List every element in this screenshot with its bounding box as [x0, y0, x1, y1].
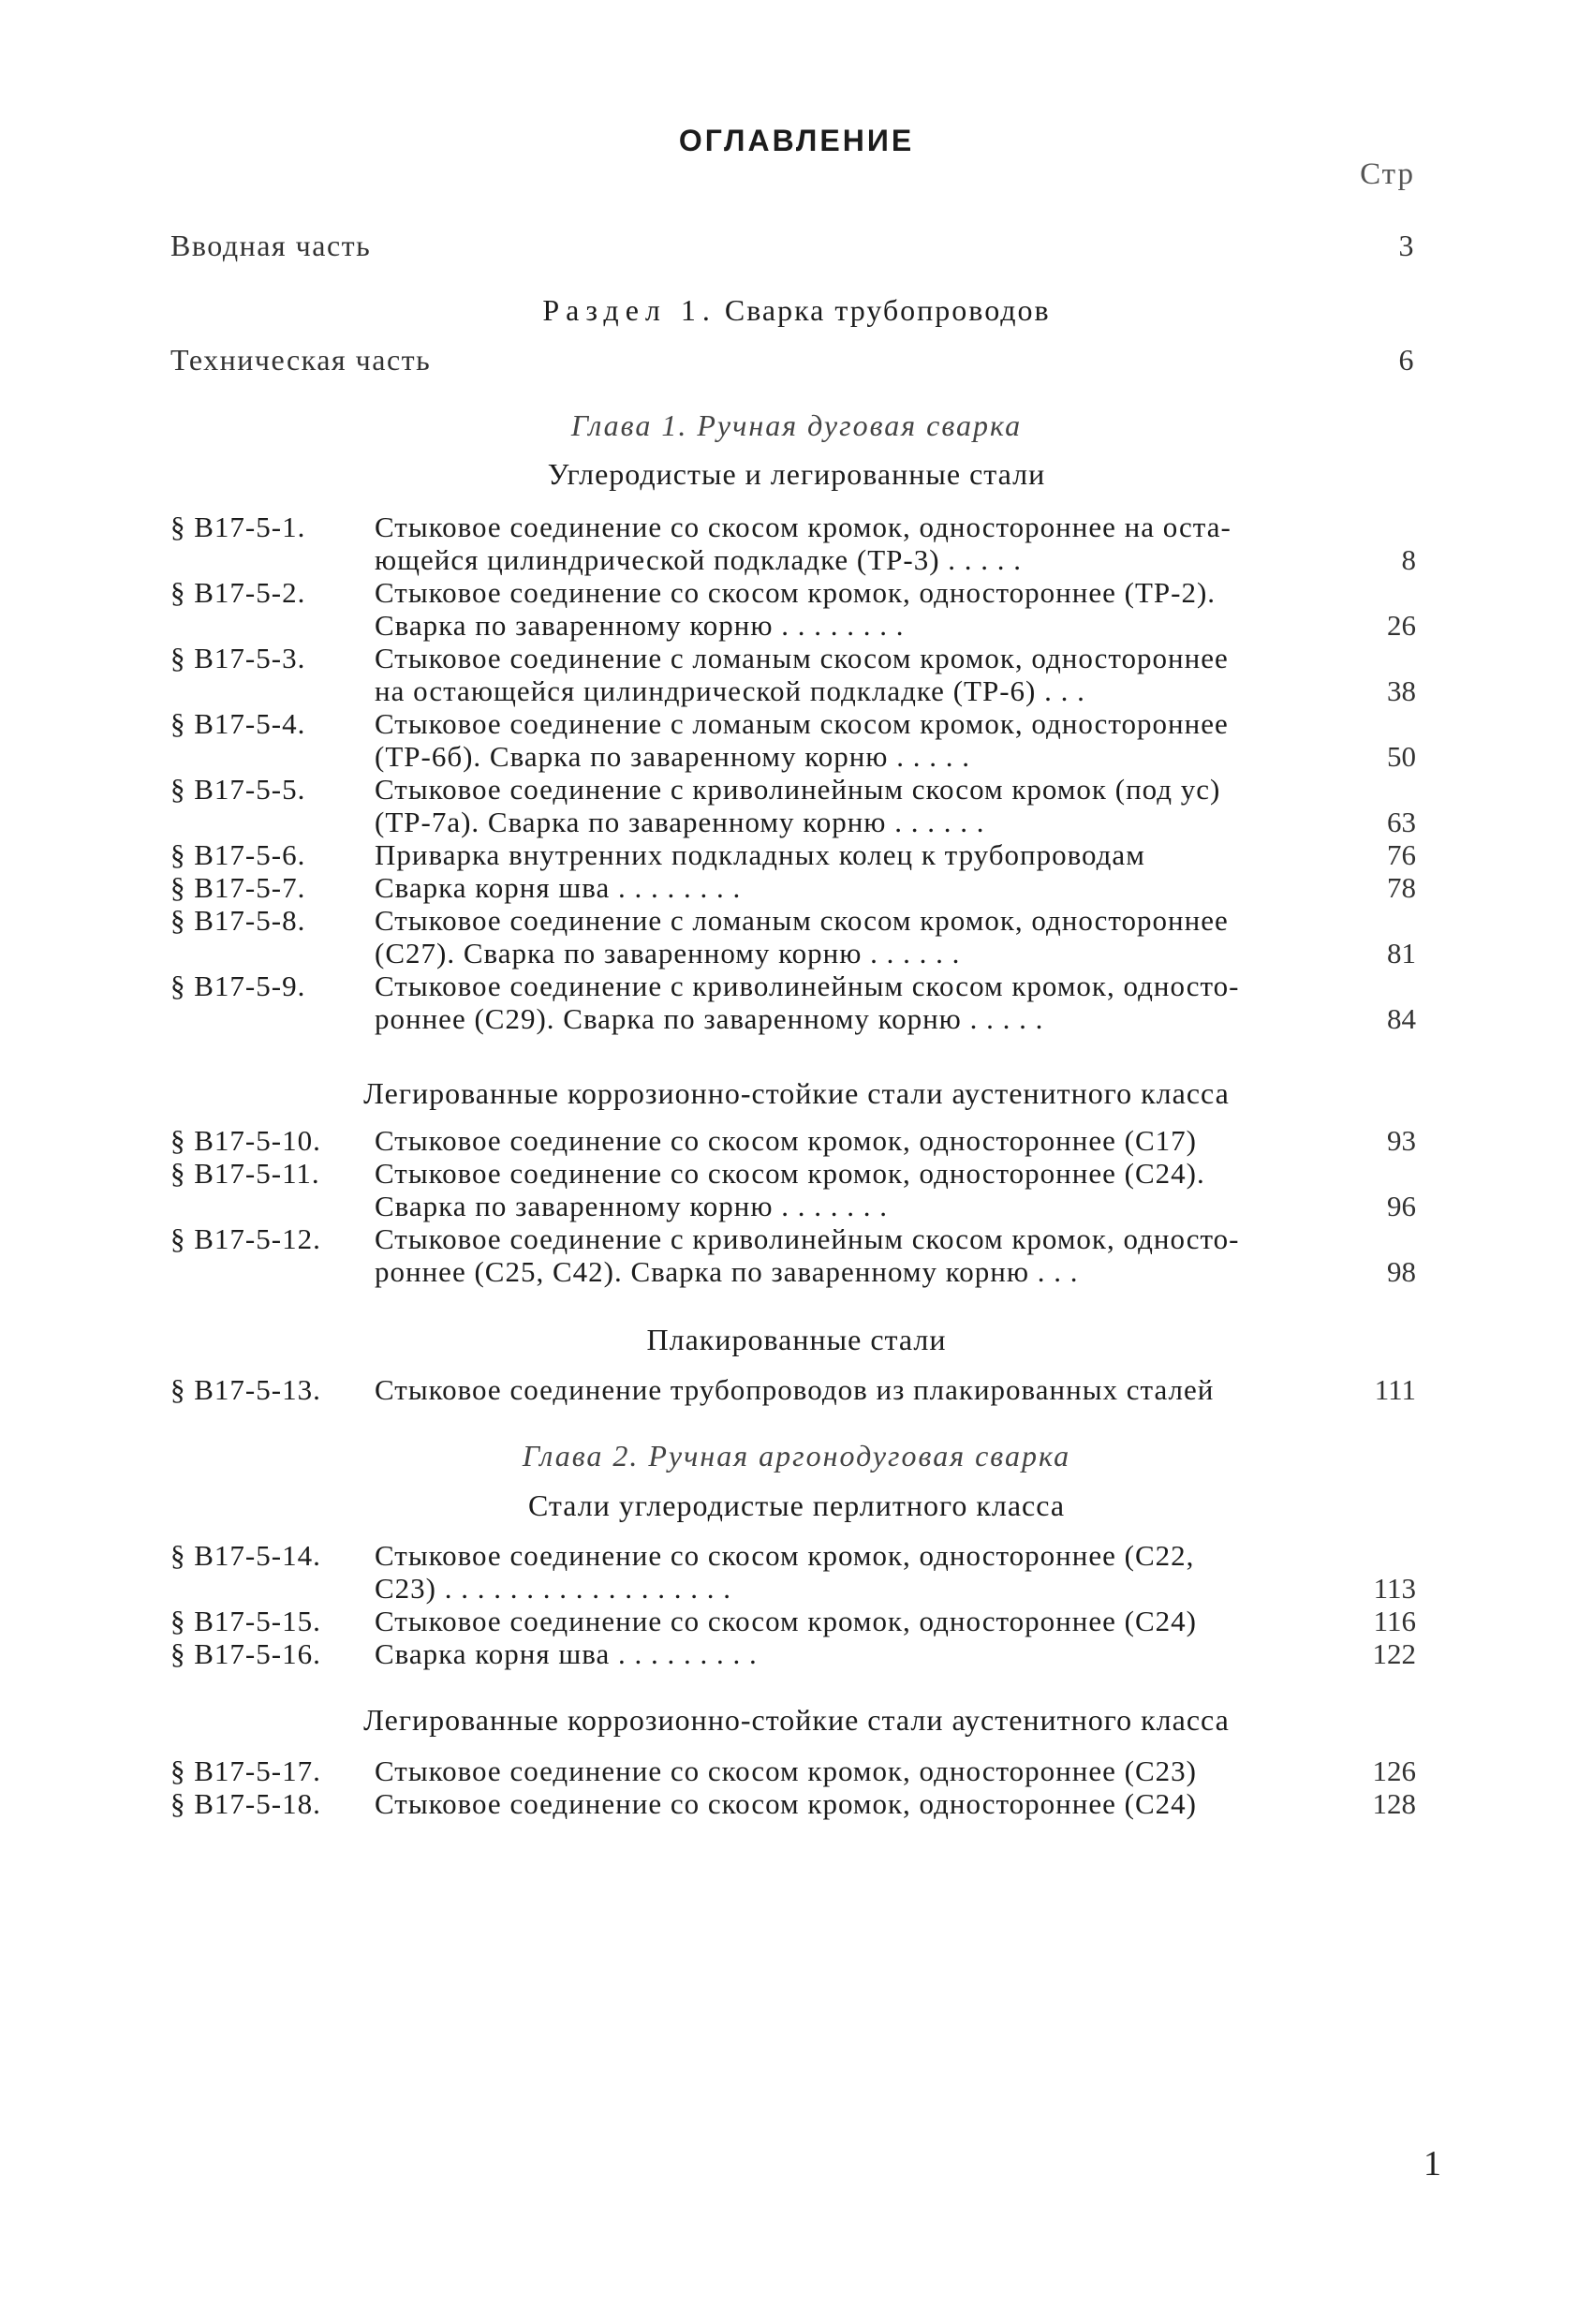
- entry-text: [375, 1637, 1311, 1670]
- toc-entry: [170, 1754, 1416, 1787]
- entry-number: § В17-5-13.: [170, 1373, 321, 1406]
- page-column-label: Стр: [1360, 157, 1415, 191]
- entry-text-line: (С27). Сварка по заваренному корню . . . . . .: [375, 937, 961, 970]
- toc-entry: [170, 871, 1416, 904]
- entry-text-line: (ТР-7а). Сварка по заваренному корню . . . . . .: [375, 806, 985, 838]
- entry-number: § В17-5-3.: [170, 642, 306, 674]
- toc-entry: [170, 642, 1416, 707]
- entry-text-line: роннее (С29). Сварка по заваренному корню . . . . .: [375, 1002, 1044, 1035]
- entry-text-line: Сварка по заваренному корню . . . . . . .: [375, 1190, 889, 1222]
- entry-number: § В17-5-17.: [170, 1754, 321, 1787]
- entry-text-line: Стыковое соединение со скосом кромок, одностороннее (С23): [375, 1754, 1197, 1787]
- toc-entry: [170, 1157, 1416, 1222]
- toc-entry: [170, 707, 1416, 773]
- entry-number: § В17-5-18.: [170, 1787, 321, 1820]
- entry-page: 111: [1374, 1373, 1416, 1406]
- entry-number: § В17-5-14.: [170, 1539, 321, 1572]
- entry-number: § В17-5-8.: [170, 904, 306, 937]
- entry-text: [375, 642, 1311, 707]
- group-2-heading: Легированные коррозионно-стойкие стали аустенитного класса: [363, 1076, 1230, 1110]
- entry-page: 84: [1387, 1002, 1416, 1035]
- entry-text: [375, 838, 1311, 871]
- toc-entry: [170, 970, 1416, 1035]
- page-number: 1: [1423, 2144, 1441, 2183]
- toc-entry: [170, 1124, 1416, 1157]
- entry-text: [375, 576, 1311, 642]
- entry-page: 26: [1387, 609, 1416, 642]
- toc-entry: [170, 1539, 1416, 1605]
- toc-entry: [170, 1222, 1416, 1288]
- entry-page: 122: [1372, 1637, 1416, 1670]
- entry-text-line: Стыковое соединение трубопроводов из плакированных сталей: [375, 1373, 1215, 1406]
- toc-entry: [170, 904, 1416, 970]
- entry-text-line: Стыковое соединение с криволинейным скосом кромок, односто-: [375, 1222, 1240, 1255]
- entry-text-line: роннее (С25, С42). Сварка по заваренному корню . . .: [375, 1255, 1079, 1288]
- group-4-heading: Стали углеродистые перлитного класса: [527, 1488, 1066, 1522]
- entry-text-line: Стыковое соединение со скосом кромок, одностороннее (С22,: [375, 1539, 1195, 1572]
- entry-number: § В17-5-12.: [170, 1222, 321, 1255]
- entry-text-line: Стыковое соединение со скосом кромок, одностороннее на оста-: [375, 511, 1232, 543]
- entry-text-line: Приварка внутренних подкладных колец к трубопроводам: [375, 838, 1145, 871]
- entry-text: [375, 1787, 1311, 1820]
- entry-text-line: (ТР-6б). Сварка по заваренному корню . . . . .: [375, 740, 970, 773]
- entry-text: [375, 1373, 1311, 1406]
- entry-page: 63: [1387, 806, 1416, 838]
- entry-number: § В17-5-15.: [170, 1605, 321, 1637]
- entry-text-line: Стыковое соединение со скосом кромок, одностороннее (С24).: [375, 1157, 1205, 1190]
- entry-text: [375, 1754, 1311, 1787]
- toc-entry: [170, 1637, 1416, 1670]
- entry-text-line: Стыковое соединение со скосом кромок, одностороннее (С24): [375, 1605, 1197, 1637]
- chapter-2-heading: Глава 2. Ручная аргонодуговая сварка: [522, 1439, 1071, 1473]
- section-prefix: Раздел 1.: [542, 293, 716, 327]
- toc-entry: [170, 1605, 1416, 1637]
- entry-page: 78: [1387, 871, 1416, 904]
- entry-text-line: Сварка по заваренному корню . . . . . . . .: [375, 609, 905, 642]
- entry-text-line: Сварка корня шва . . . . . . . .: [375, 871, 742, 904]
- toc-entry: [170, 576, 1416, 642]
- entry-text: [375, 1157, 1311, 1222]
- group-5-heading: Легированные коррозионно-стойкие стали аустенитного класса: [363, 1703, 1230, 1737]
- entry-page: 8: [1401, 543, 1416, 576]
- entry-text: [375, 904, 1311, 970]
- intro-label: Вводная часть: [170, 229, 372, 262]
- entry-text: [375, 1222, 1311, 1288]
- entry-text-line: ющейся цилиндрической подкладке (ТР-3) . . . . .: [375, 543, 1023, 576]
- entry-number: § В17-5-2.: [170, 576, 306, 609]
- entry-text: [375, 1124, 1311, 1157]
- entry-number: § В17-5-6.: [170, 838, 306, 871]
- intro-row: [170, 229, 1415, 263]
- technical-page: 6: [1398, 343, 1415, 377]
- entry-page: 76: [1387, 838, 1416, 871]
- group-1-heading: Углеродистые и легированные стали: [547, 457, 1046, 491]
- entry-page: 93: [1387, 1124, 1416, 1157]
- toc-entry: [170, 1373, 1416, 1406]
- entry-page: 126: [1372, 1754, 1416, 1787]
- entry-page: 116: [1373, 1605, 1416, 1637]
- toc-title: ОГЛАВЛЕНИЕ: [678, 124, 915, 157]
- entry-text: [375, 1605, 1311, 1637]
- section-title: Сварка трубопроводов: [724, 293, 1051, 327]
- technical-row: [170, 343, 1415, 377]
- entry-number: § В17-5-11.: [170, 1157, 320, 1190]
- group-3-heading: Плакированные стали: [646, 1323, 947, 1356]
- entry-page: 38: [1387, 674, 1416, 707]
- entry-text: [375, 1539, 1311, 1605]
- entry-text-line: Стыковое соединение с ломаным скосом кромок, одностороннее: [375, 904, 1229, 937]
- entry-page: 113: [1373, 1572, 1416, 1605]
- entry-text-line: С23) . . . . . . . . . . . . . . . . . .: [375, 1572, 731, 1605]
- entry-number: § В17-5-1.: [170, 511, 306, 543]
- toc-entry: [170, 838, 1416, 871]
- entry-text: [375, 773, 1311, 838]
- technical-label: Техническая часть: [170, 343, 432, 377]
- chapter-1-heading: Глава 1. Ручная дуговая сварка: [570, 408, 1023, 442]
- entry-text-line: Стыковое соединение с ломаным скосом кромок, одностороннее: [375, 707, 1229, 740]
- entry-page: 81: [1387, 937, 1416, 970]
- toc-entry: [170, 511, 1416, 576]
- intro-page: 3: [1398, 229, 1415, 262]
- entry-page: 96: [1387, 1190, 1416, 1222]
- entry-number: § В17-5-10.: [170, 1124, 321, 1157]
- entry-page: 98: [1387, 1255, 1416, 1288]
- entry-number: § В17-5-16.: [170, 1637, 321, 1670]
- entry-text-line: Стыковое соединение со скосом кромок, одностороннее (С17): [375, 1124, 1197, 1157]
- entry-number: § В17-5-7.: [170, 871, 306, 904]
- entry-number: § В17-5-5.: [170, 773, 306, 806]
- entry-text-line: Стыковое соединение со скосом кромок, одностороннее (ТР-2).: [375, 576, 1217, 609]
- entry-text-line: Сварка корня шва . . . . . . . . .: [375, 1637, 758, 1670]
- entry-text-line: Стыковое соединение с криволинейным скосом кромок, односто-: [375, 970, 1240, 1002]
- entry-text-line: Стыковое соединение с криволинейным скосом кромок (под ус): [375, 773, 1221, 806]
- entry-number: § В17-5-9.: [170, 970, 306, 1002]
- entry-page: 128: [1372, 1787, 1416, 1820]
- entry-text: [375, 871, 1311, 904]
- toc-entry: [170, 1787, 1416, 1820]
- toc-entry: [170, 773, 1416, 838]
- entry-text-line: на остающейся цилиндрической подкладке (ТР-6) . . .: [375, 674, 1085, 707]
- entry-text-line: Стыковое соединение со скосом кромок, одностороннее (С24): [375, 1787, 1197, 1820]
- entry-page: 50: [1387, 740, 1416, 773]
- entry-number: § В17-5-4.: [170, 707, 306, 740]
- entry-text-line: Стыковое соединение с ломаным скосом кромок, одностороннее: [375, 642, 1229, 674]
- entry-text: [375, 511, 1311, 576]
- section-heading: [0, 293, 1593, 328]
- entry-text: [375, 707, 1311, 773]
- entry-text: [375, 970, 1311, 1035]
